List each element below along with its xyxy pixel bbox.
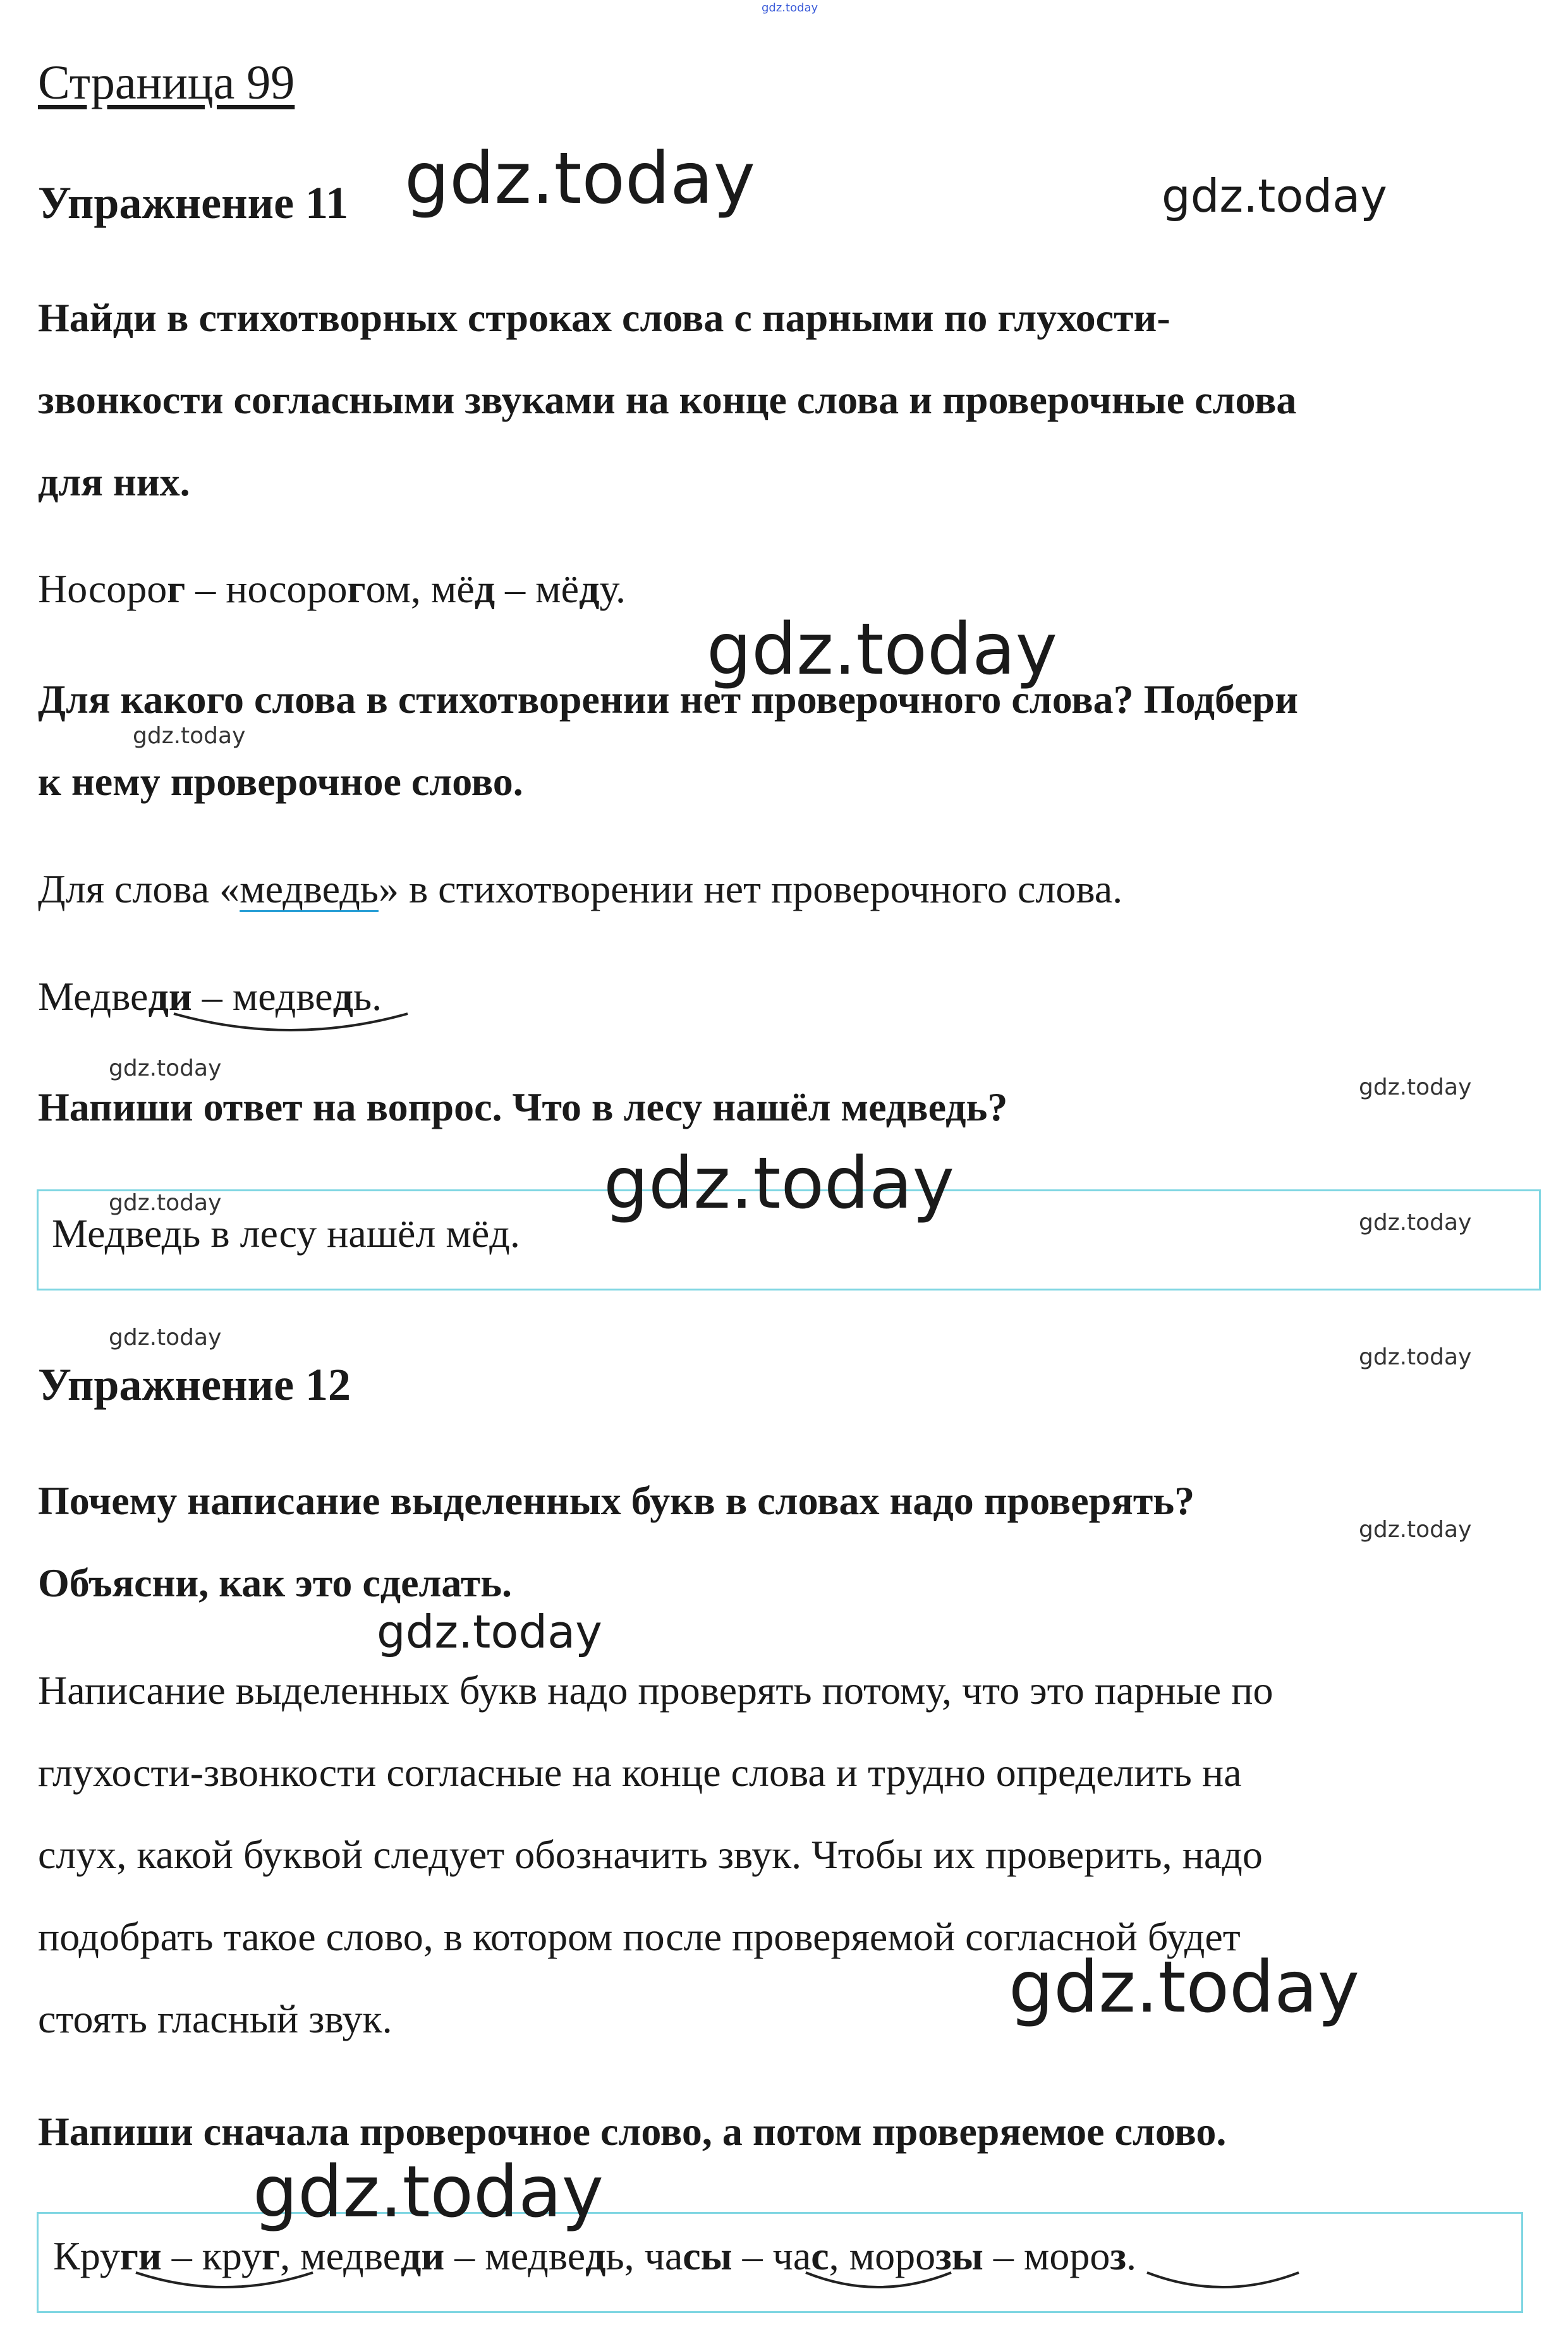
watermark: gdz.today <box>253 2151 604 2233</box>
watermark: gdz.today <box>1359 1210 1472 1236</box>
watermark: gdz.today <box>109 1055 222 1081</box>
watermark: gdz.today <box>1359 1517 1472 1543</box>
watermark: gdz.today <box>1359 1344 1472 1370</box>
watermark: gdz.today <box>377 1605 602 1658</box>
watermark: gdz.today <box>1359 1074 1472 1100</box>
watermark: gdz.today <box>109 1190 222 1216</box>
exercise-11-question-line: для них. <box>38 459 190 504</box>
answer-box-pairs: Круги – круг, медведи – медведь, часы – час, морозы – мороз. <box>53 2233 1137 2278</box>
watermark: gdz.today <box>1009 1946 1360 2029</box>
watermark-top: gdz.today <box>762 1 818 15</box>
watermark: gdz.today <box>133 723 246 749</box>
check-arc <box>1144 2269 1302 2297</box>
exercise-11-title: Упражнение 11 <box>38 178 349 228</box>
watermark: gdz.today <box>109 1325 222 1351</box>
exercise-11-question2-line: Для какого слова в стихотворении нет проверочного слова? Подбери <box>38 677 1298 722</box>
watermark: gdz.today <box>1162 169 1387 222</box>
watermark: gdz.today <box>604 1143 955 1225</box>
exercise-12-title: Упражнение 12 <box>38 1359 351 1410</box>
check-arc <box>171 1009 411 1040</box>
exercise-12-question-line: Почему написание выделенных букв в словах надо проверять? <box>38 1478 1195 1523</box>
exercise-12-question-line: Объясни, как это сделать. <box>38 1560 513 1605</box>
answer-paragraph-line: Написание выделенных букв надо проверять потому, что это парные по <box>38 1668 1273 1713</box>
answer-paragraph-line: стоять гласный звук. <box>38 1996 392 2041</box>
exercise-11-question2-line: к нему проверочное слово. <box>38 759 523 804</box>
watermark: gdz.today <box>707 609 1058 691</box>
page-link[interactable]: Страница 99 <box>38 56 295 109</box>
answer-check-pair: Медведи – медведь. <box>38 974 382 1019</box>
answer-paragraph-line: подобрать такое слово, в котором после проверяемой согласной будет <box>38 1914 1241 1959</box>
answer-no-check-word: Для слова «медведь» в стихотворении нет проверочного слова. <box>38 866 1123 911</box>
answer-pairs-line: Носорог – носорогом, мёд – мёду. <box>38 566 626 611</box>
exercise-12-question2: Напиши сначала проверочное слово, а потом проверяемое слово. <box>38 2109 1227 2154</box>
answer-paragraph-line: глухости-звонкости согласные на конце слова и трудно определить на <box>38 1750 1242 1795</box>
check-arc <box>133 2269 316 2297</box>
watermark: gdz.today <box>404 138 756 220</box>
check-arc <box>803 2269 954 2297</box>
exercise-11-question-line: Найди в стихотворных строках слова с парными по глухости- <box>38 295 1170 340</box>
exercise-11-question3: Напиши ответ на вопрос. Что в лесу нашёл медведь? <box>38 1084 1008 1129</box>
exercise-11-question-line: звонкости согласными звуками на конце слова и проверочные слова <box>38 377 1297 422</box>
answer-box-text: Медведь в лесу нашёл мёд. <box>52 1211 520 1256</box>
answer-paragraph-line: слух, какой буквой следует обозначить звук. Чтобы их проверить, надо <box>38 1832 1263 1877</box>
